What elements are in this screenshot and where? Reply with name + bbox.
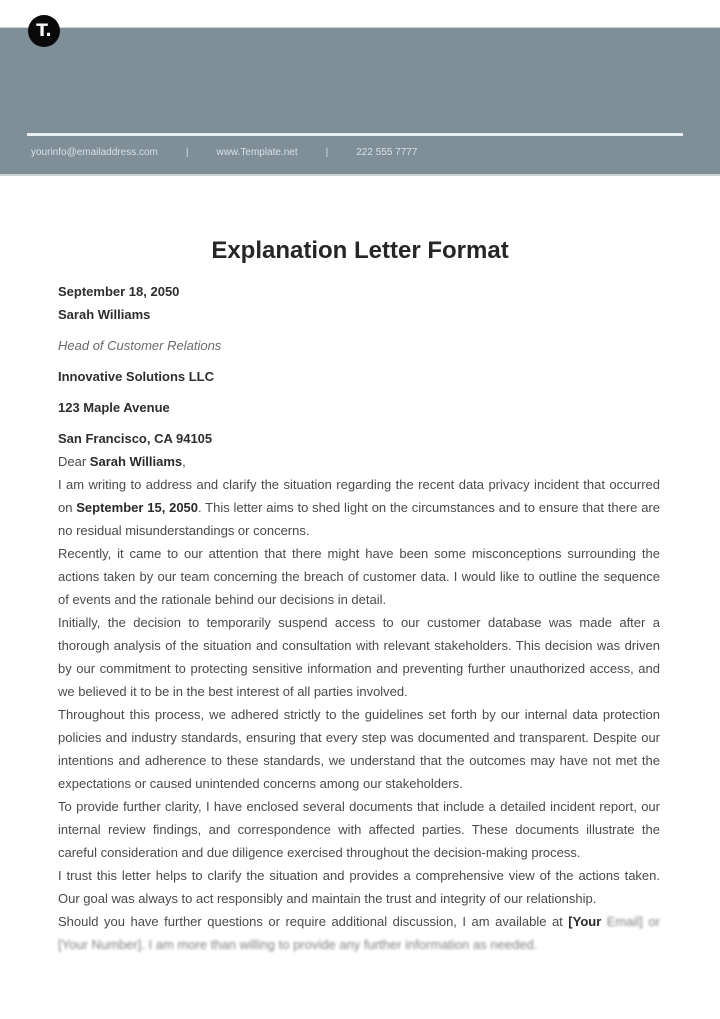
paragraph-enclosures: To provide further clarity, I have enclosed several documents that include a detailed incident report, our internal review findings, and correspondence with affected parties. These documents illustrate the careful consideration and due diligence exercised throughout the decision-making process. <box>58 799 660 860</box>
greeting-prefix: Dear <box>58 454 90 469</box>
recipient-title: Head of Customer Relations <box>58 338 222 353</box>
text: . This letter aims to shed light on the circumstances and to ensure that there are no residual misunderstandings or concerns. <box>58 500 660 538</box>
recipient-name: Sarah Williams <box>58 307 151 322</box>
recipient-street: 123 Maple Avenue <box>58 400 170 415</box>
paragraph-process: Throughout this process, we adhered strictly to the guidelines set forth by our internal data protection policies and industry standards, ensuring that every step was documented and transparent. Despite our intentions and adherence to these standards, we understand that the outcomes may have not met the expectations or caused unintended concerns among our stakeholders. <box>58 707 660 791</box>
letterhead-divider <box>27 133 683 136</box>
paragraph-contact <box>58 910 660 956</box>
greeting-suffix: , <box>182 454 186 469</box>
contact-phone: 222 555 7777 <box>356 147 418 158</box>
text: Should you have further questions or require additional discussion, I am available at <box>58 914 569 929</box>
paragraph-decision: Initially, the decision to temporarily suspend access to our customer database was made after a thorough analysis of the situation and consultation with relevant stakeholders. This decision was driven by our commitment to protecting sensitive information and preventing further unauthorized access, and we believed it to be in the best interest of all parties involved. <box>58 615 660 699</box>
contact-email: yourinfo@emailaddress.com <box>31 147 158 158</box>
letter-date: September 18, 2050 <box>58 284 180 299</box>
greeting <box>58 450 660 473</box>
letter-body <box>58 280 660 956</box>
contact-website: www.Template.net <box>216 147 298 158</box>
incident-date: September 15, 2050 <box>76 500 199 515</box>
contact-separator: | <box>325 147 329 158</box>
top-margin <box>0 0 720 27</box>
document-title: Explanation Letter Format <box>211 237 509 264</box>
recipient-city: San Francisco, CA 94105 <box>58 431 213 446</box>
contact-placeholder: [Your <box>568 914 602 929</box>
paragraph-intro <box>58 473 660 542</box>
text: I am writing to address and clarify the situation regarding the recent data privacy incident that occurred on <box>58 477 660 515</box>
recipient-company: Innovative Solutions LLC <box>58 369 215 384</box>
contact-row <box>31 147 417 158</box>
clipped-text: Email] or [Your Number]. I am more than willing to provide any further information as needed. <box>58 914 660 952</box>
logo-text: T. <box>36 21 52 41</box>
contact-separator: | <box>185 147 189 158</box>
template-logo-icon <box>28 15 60 47</box>
paragraph-context: Recently, it came to our attention that there might have been some misconceptions surrounding the actions taken by our team concerning the breach of customer data. I would like to outline the sequence of events and the rationale behind our decisions in detail. <box>58 546 660 607</box>
paragraph-closing: I trust this letter helps to clarify the situation and provides a comprehensive view of the actions taken. Our goal was always to act responsibly and maintain the trust and integrity of our relationship. <box>58 868 660 906</box>
letterhead-band <box>0 27 720 176</box>
greeting-name: Sarah Williams <box>89 454 183 469</box>
